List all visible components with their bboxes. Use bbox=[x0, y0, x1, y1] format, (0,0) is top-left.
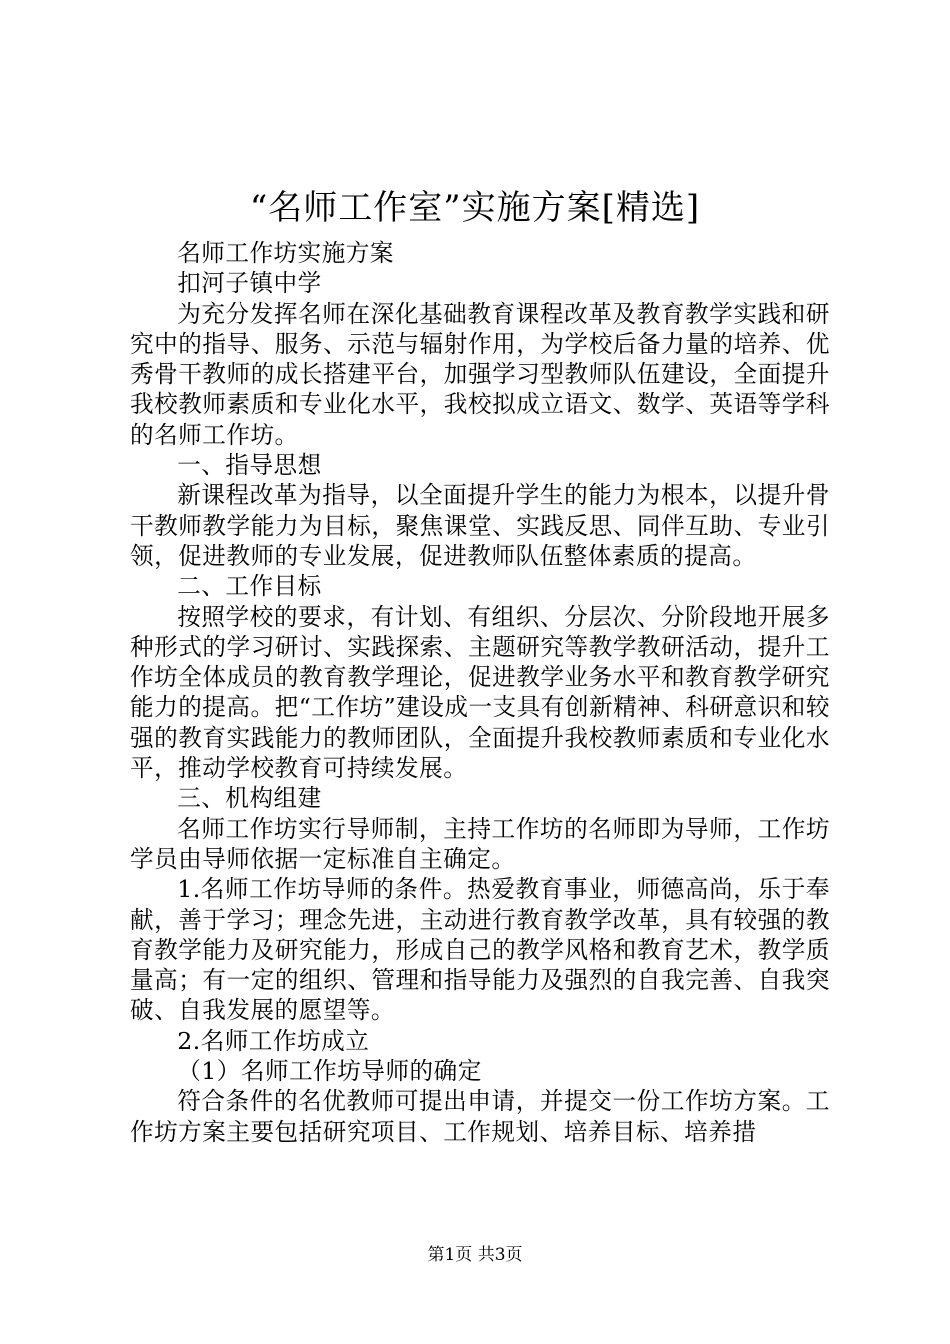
paragraph-intro: 为充分发挥名师在深化基础教育课程改革及教育教学实践和研究中的指导、服务、示范与辐射作用，为学校后备力量的培养、优秀骨干教师的成长搭建平台，加强学习型教师队伍建设，全面提升我校教师素质和专业化水平，我校拟成立语文、数学、英语等学科的名师工作坊。 bbox=[130, 299, 830, 449]
paragraph-work-goals: 按照学校的要求，有计划、有组织、分层次、分阶段地开展多种形式的学习研讨、实践探索、主题研究等教学教研活动，提升工作坊全体成员的教育教学理论，促进教学业务水平和教育教学研究能力的提高。把“工作坊”建设成一支具有创新精神、科研意识和较强的教育实践能力的教师团队，全面提升我校教师素质和专业化水平，推动学校教育可持续发展。 bbox=[130, 602, 830, 783]
paragraph-application: 符合条件的名优教师可提出申请，并提交一份工作坊方案。工作坊方案主要包括研究项目、工作规划、培养目标、培养措 bbox=[130, 1087, 830, 1146]
paragraph-mentor-determination: （1）名师工作坊导师的确定 bbox=[177, 1057, 482, 1086]
page-footer: 第1页 共3页 bbox=[427, 1245, 523, 1265]
paragraph-organization: 名师工作坊实行导师制，主持工作坊的名师即为导师，工作坊学员由导师依据一定标准自主确定。 bbox=[130, 814, 830, 873]
document-body bbox=[130, 238, 830, 1147]
paragraph-workshop-establishment: 2.名师工作坊成立 bbox=[177, 1026, 370, 1055]
section-heading-organization: 三、机构组建 bbox=[177, 784, 322, 813]
section-heading-work-goals: 二、工作目标 bbox=[177, 572, 322, 601]
paragraph-mentor-conditions: 1.名师工作坊导师的条件。热爱教育事业，师德高尚，乐于奉献，善于学习；理念先进，主动进行教育教学改革，具有较强的教育教学能力及研究能力，形成自己的教学风格和教育艺术，教学质量高；有一定的组织、管理和指导能力及强烈的自我完善、自我突破、自我发展的愿望等。 bbox=[130, 875, 830, 1025]
paragraph-subtitle: 名师工作坊实施方案 bbox=[177, 239, 395, 267]
paragraph-guiding-ideology: 新课程改革为指导，以全面提升学生的能力为根本，以提升骨干教师教学能力为目标，聚焦课堂、实践反思、同伴互助、专业引领，促进教师的专业发展，促进教师队伍整体素质的提高。 bbox=[130, 481, 830, 570]
section-heading-guiding-ideology: 一、指导思想 bbox=[177, 451, 322, 480]
paragraph-school: 扣河子镇中学 bbox=[177, 269, 322, 298]
document-title: “名师工作室”实施方案[精选] bbox=[249, 188, 701, 228]
